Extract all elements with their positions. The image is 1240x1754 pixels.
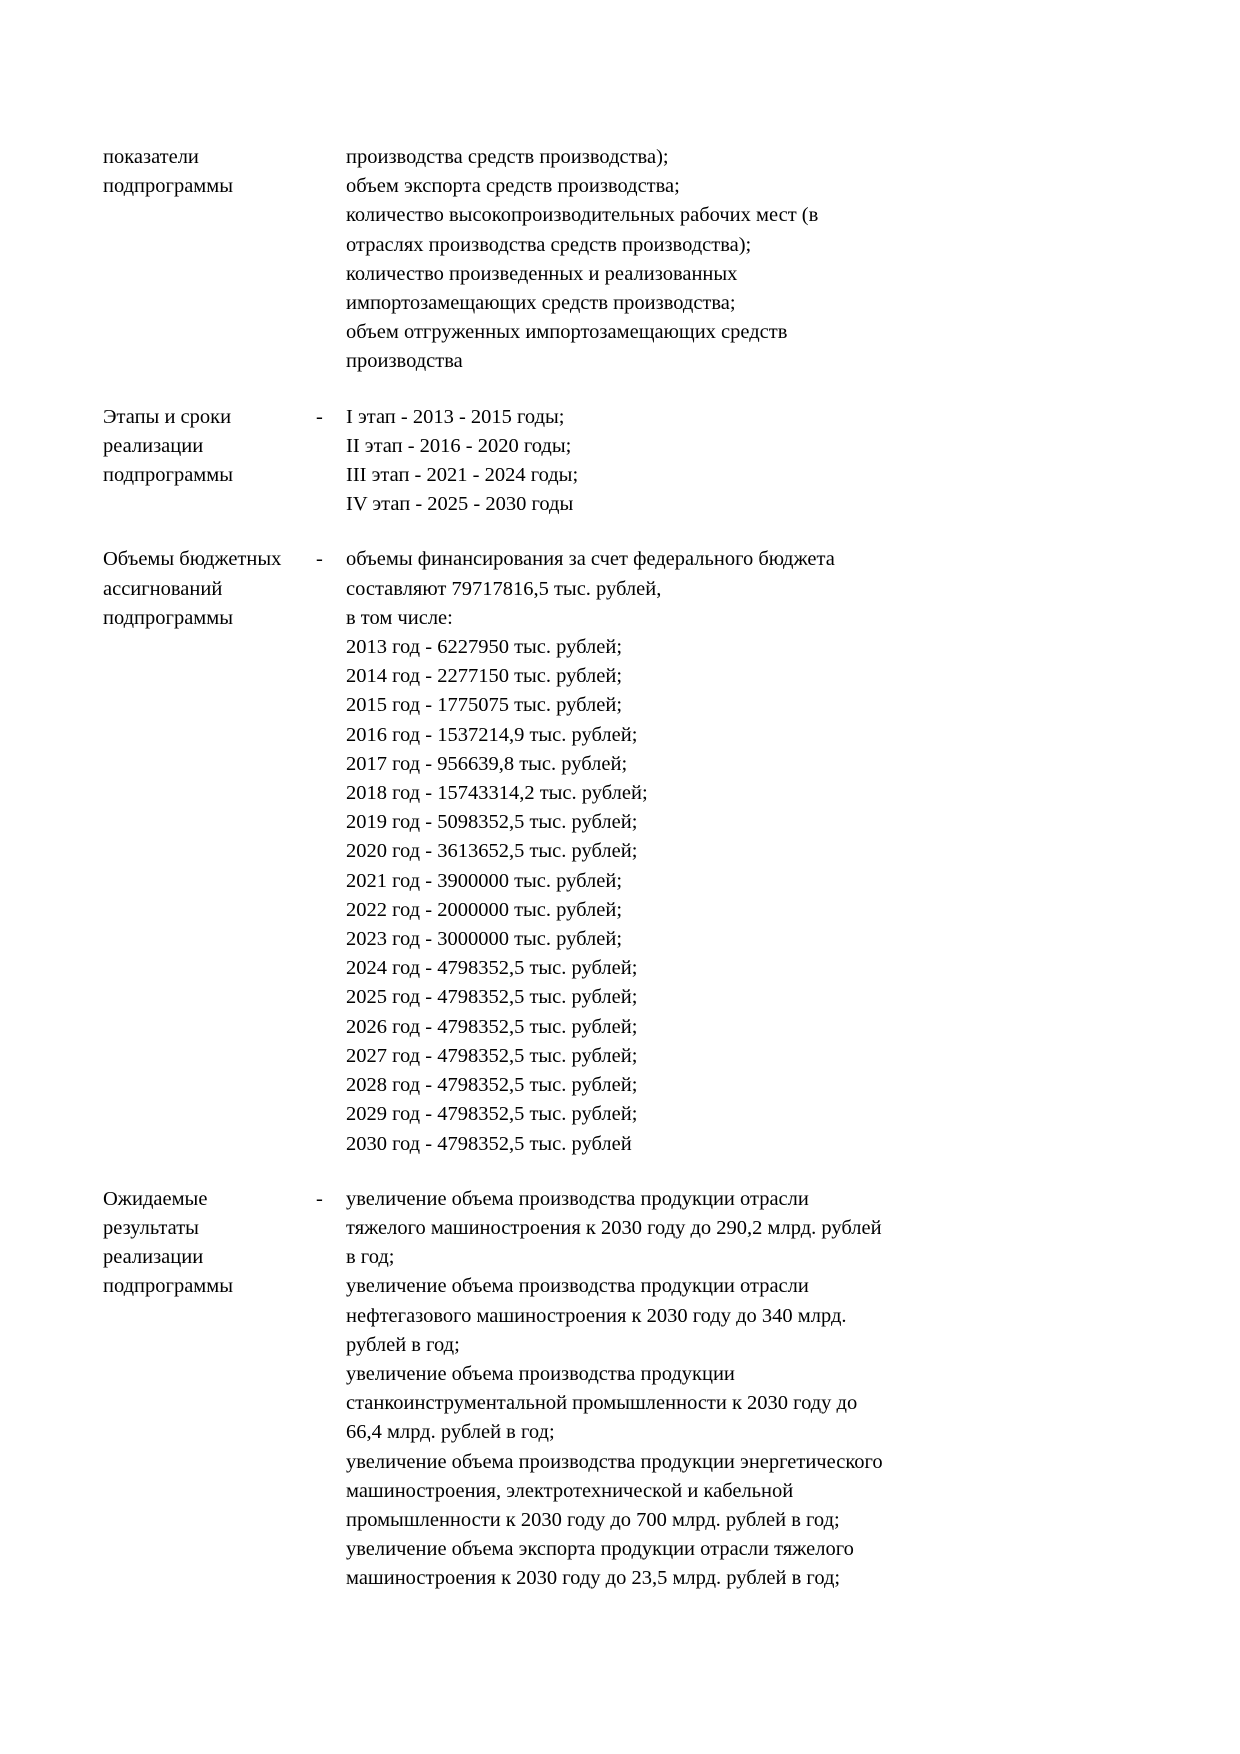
label-line: реализации	[103, 434, 204, 457]
row-value	[346, 1185, 1130, 1594]
value-line: 2017 год - 956639,8 тыс. рублей;	[346, 752, 628, 775]
label-line: результаты	[103, 1216, 199, 1239]
value-line: 2021 год - 3900000 тыс. рублей;	[346, 869, 623, 892]
row-dash-separator: -	[316, 548, 323, 571]
value-line: импортозамещающих средств производства;	[346, 292, 736, 315]
value-line: 2019 год - 5098352,5 тыс. рублей;	[346, 811, 638, 834]
value-line: 2018 год - 15743314,2 тыс. рублей;	[346, 782, 648, 805]
value-line: составляют 79717816,5 тыс. рублей,	[346, 577, 662, 600]
value-line: объемы финансирования за счет федерального бюджета	[346, 548, 835, 571]
value-line: 66,4 млрд. рублей в год;	[346, 1421, 555, 1444]
value-line: промышленности к 2030 году до 700 млрд. рублей в год;	[346, 1508, 840, 1531]
value-line: объем отгруженных импортозамещающих средств	[346, 321, 788, 344]
value-line: 2014 год - 2277150 тыс. рублей;	[346, 665, 623, 688]
row-value	[346, 403, 1130, 520]
value-line: 2024 год - 4798352,5 тыс. рублей;	[346, 957, 638, 980]
row-dash-separator: -	[316, 405, 323, 428]
row-value	[346, 143, 1130, 377]
passport-row	[103, 403, 1130, 520]
value-line: отраслях производства средств производства);	[346, 233, 752, 256]
row-dash-separator: -	[316, 1187, 323, 1210]
label-line: ассигнований	[103, 577, 223, 600]
value-line: в год;	[346, 1246, 395, 1269]
value-line: 2030 год - 4798352,5 тыс. рублей	[346, 1132, 632, 1155]
passport-row	[103, 1185, 1130, 1594]
label-line: подпрограммы	[103, 606, 234, 629]
value-line: 2015 год - 1775075 тыс. рублей;	[346, 694, 623, 717]
label-line: Ожидаемые	[103, 1187, 208, 1210]
value-line: 2028 год - 4798352,5 тыс. рублей;	[346, 1074, 638, 1097]
value-line: станкоинструментальной промышленности к 2030 году до	[346, 1392, 858, 1415]
label-line: показатели	[103, 146, 199, 168]
value-line: нефтегазового машиностроения к 2030 году до 340 млрд.	[346, 1304, 847, 1327]
value-line: 2013 год - 6227950 тыс. рублей;	[346, 636, 623, 659]
value-line: количество высокопроизводительных рабочих мест (в	[346, 204, 819, 227]
value-line: машиностроения, электротехнической и кабельной	[346, 1479, 794, 1502]
label-line: подпрограммы	[103, 464, 234, 487]
value-line: 2027 год - 4798352,5 тыс. рублей;	[346, 1044, 638, 1067]
value-line: увеличение объема производства продукции	[346, 1362, 735, 1385]
value-line: I этап - 2013 - 2015 годы;	[346, 405, 565, 428]
value-line: объем экспорта средств производства;	[346, 175, 680, 198]
label-line: Объемы бюджетных	[103, 548, 282, 571]
value-line: в том числе:	[346, 606, 453, 629]
value-line: IV этап - 2025 - 2030 годы	[346, 493, 574, 516]
value-line: увеличение объема производства продукции отрасли	[346, 1275, 809, 1298]
value-line: 2029 год - 4798352,5 тыс. рублей;	[346, 1103, 638, 1126]
value-line: 2020 год - 3613652,5 тыс. рублей;	[346, 840, 638, 863]
value-line: 2022 год - 2000000 тыс. рублей;	[346, 898, 623, 921]
value-line: количество произведенных и реализованных	[346, 262, 738, 285]
value-line: машиностроения к 2030 году до 23,5 млрд. рублей в год;	[346, 1567, 841, 1590]
row-label	[103, 545, 310, 633]
value-line: 2026 год - 4798352,5 тыс. рублей;	[346, 1015, 638, 1038]
value-line: 2023 год - 3000000 тыс. рублей;	[346, 928, 623, 951]
value-line: рублей в год;	[346, 1333, 460, 1356]
label-line: подпрограммы	[103, 175, 234, 198]
value-line: III этап - 2021 - 2024 годы;	[346, 464, 579, 487]
passport-row	[103, 545, 1130, 1158]
value-line: 2016 год - 1537214,9 тыс. рублей;	[346, 723, 638, 746]
value-line: 2025 год - 4798352,5 тыс. рублей;	[346, 986, 638, 1009]
passport-row	[103, 143, 1130, 377]
passport-table	[103, 143, 1130, 1594]
row-value	[346, 545, 1130, 1158]
value-line: II этап - 2016 - 2020 годы;	[346, 434, 572, 457]
label-line: подпрограммы	[103, 1275, 234, 1298]
row-label	[103, 1185, 310, 1302]
value-line: производства средств производства);	[346, 146, 669, 168]
value-line: увеличение объема производства продукции отрасли	[346, 1187, 809, 1210]
label-line: реализации	[103, 1246, 204, 1269]
value-line: увеличение объема экспорта продукции отрасли тяжелого	[346, 1538, 854, 1561]
value-line: увеличение объема производства продукции энергетического	[346, 1450, 883, 1473]
value-line: тяжелого машиностроения к 2030 году до 290,2 млрд. рублей	[346, 1216, 882, 1239]
row-label	[103, 143, 310, 201]
label-line: Этапы и сроки	[103, 405, 232, 428]
row-label	[103, 403, 310, 491]
value-line: производства	[346, 350, 463, 373]
